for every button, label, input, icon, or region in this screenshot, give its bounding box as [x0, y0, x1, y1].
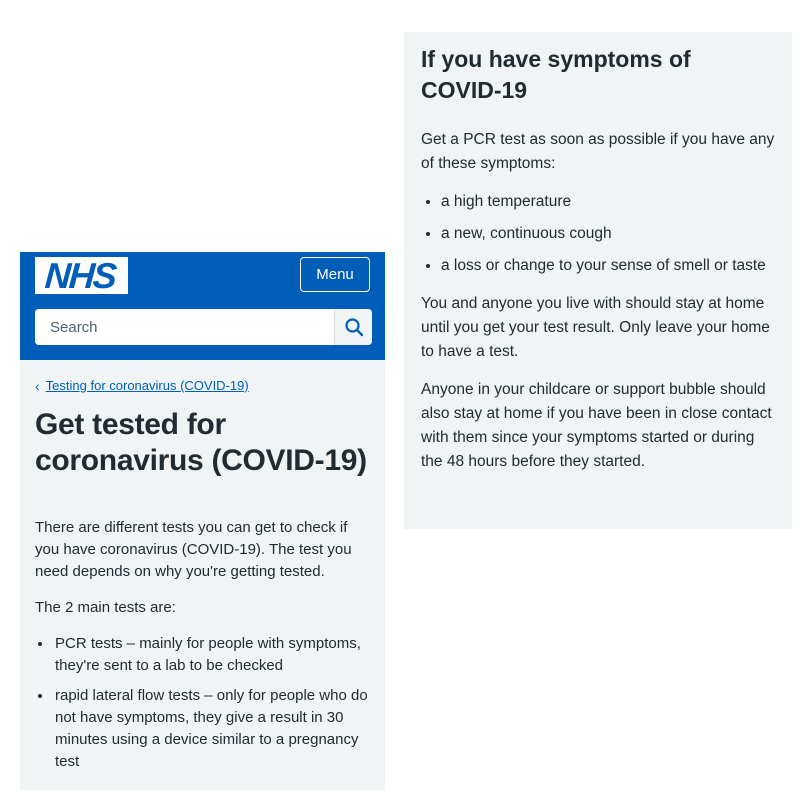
search-input[interactable]	[35, 309, 334, 345]
list-item: • a new, continuous cough	[441, 222, 775, 246]
intro-paragraph: There are different tests you can get to check if you have coronavirus (COVID-19). The test you need depends on why you're getting tested.	[35, 519, 352, 580]
bubble-paragraph: Anyone in your childcare or support bubble should also stay at home if you have been in close contact with them since your symptoms started or during the 48 hours before they started.	[421, 381, 772, 470]
site-header	[20, 252, 385, 360]
tests-lead: The 2 main tests are:	[35, 599, 176, 616]
list-item: • rapid lateral flow tests – only for people who do not have symptoms, they give a result in 30 minutes using a device similar to a pregnancy test	[53, 685, 370, 773]
breadcrumb-link[interactable]: Testing for coronavirus (COVID-19)	[45, 378, 249, 393]
symptoms-card	[404, 32, 792, 529]
breadcrumb	[35, 378, 370, 393]
list-item: • a high temperature	[441, 190, 775, 214]
nhs-logo[interactable]	[35, 254, 128, 296]
nhs-logo-text: NHS	[44, 254, 117, 296]
tests-list	[35, 633, 370, 773]
chevron-left-icon: ‹	[35, 377, 40, 394]
main-content	[20, 360, 385, 773]
symptoms-intro: Get a PCR test as soon as possible if you have any of these symptoms:	[421, 131, 775, 172]
page-title: Get tested for coronavirus (COVID-19)	[35, 408, 367, 477]
symptoms-list	[421, 190, 775, 278]
search-button[interactable]	[334, 309, 372, 345]
list-item: • a loss or change to your sense of smell or taste	[441, 254, 775, 278]
list-item: • PCR tests – mainly for people with symptoms, they're sent to a lab to be checked	[53, 633, 370, 677]
nhs-page-screen	[20, 252, 385, 790]
menu-button[interactable]: Menu	[300, 257, 370, 292]
symptoms-title: If you have symptoms of COVID-19	[421, 46, 691, 103]
stay-home-paragraph: You and anyone you live with should stay at home until you get your test result. Only leave your home to have a test.	[421, 295, 770, 360]
search-bar	[35, 309, 372, 345]
search-icon	[344, 317, 364, 337]
